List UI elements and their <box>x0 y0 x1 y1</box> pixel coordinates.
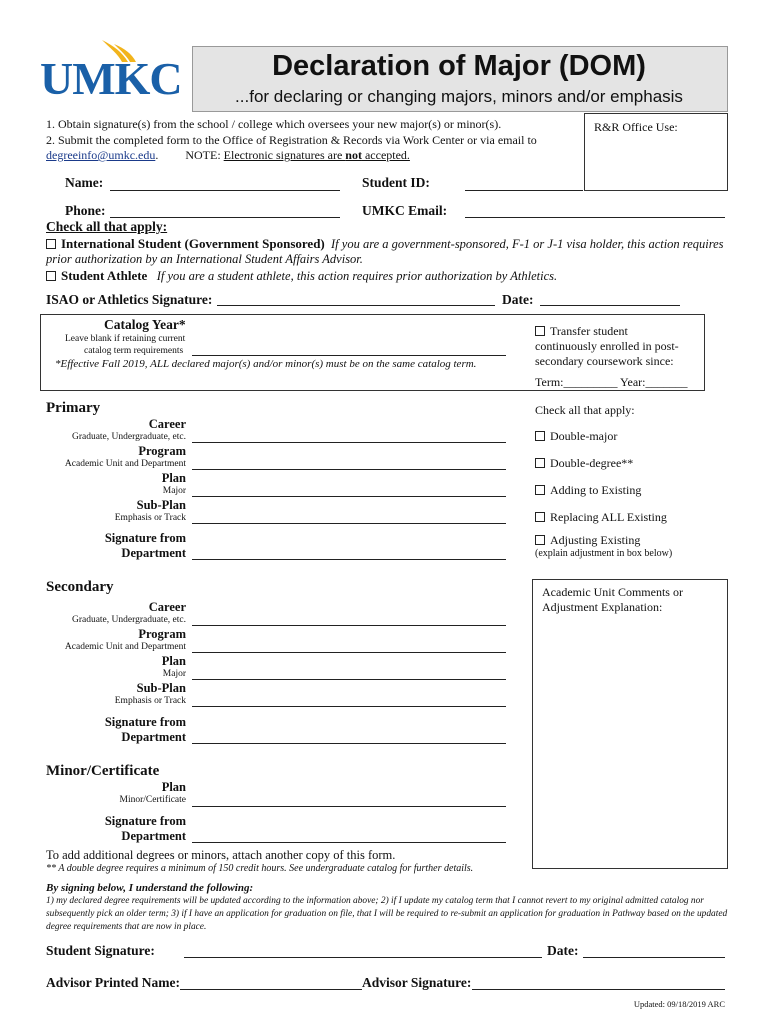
secondary-subplan-field[interactable] <box>192 706 506 707</box>
adjusting-checkbox[interactable] <box>535 535 545 545</box>
check-all-heading: Check all that apply: <box>46 219 168 234</box>
minor-sig-label-1: Signature from <box>104 814 186 828</box>
student-date-field[interactable] <box>583 957 725 958</box>
option-double-degree[interactable]: Double-degree** <box>535 456 633 471</box>
minor-heading: Minor/Certificate <box>46 763 160 779</box>
name-field[interactable] <box>110 190 340 191</box>
name-label: Name: <box>65 175 104 190</box>
primary-plan-label: Plan <box>161 471 186 485</box>
secondary-plan-field[interactable] <box>192 679 506 680</box>
transfer-line-1: Transfer student <box>550 324 628 338</box>
secondary-subplan-hint: Emphasis or Track <box>114 696 186 706</box>
note-prefix: NOTE: <box>185 148 224 162</box>
isao-date-field[interactable] <box>540 305 680 306</box>
additional-note: To add additional degrees or minors, attach another copy of this form. <box>46 848 396 862</box>
isao-sig-label: ISAO or Athletics Signature: <box>46 292 213 307</box>
athlete-text: If you are a student athlete, this action requires prior authorization by Athletics. <box>156 269 558 283</box>
instruction-1: 1. Obtain signature(s) from the school / college which oversees your new major(s) or minor(s). <box>46 117 502 131</box>
intl-checkbox[interactable] <box>46 239 56 249</box>
email-field[interactable] <box>465 217 725 218</box>
comments-box[interactable] <box>532 579 728 869</box>
signing-text-1: 1) my declared degree requirements will be updated according to the information above; 2) if I update my catalog term that I cannot revert to my original admitted catalog nor <box>46 896 704 906</box>
advisor-sig-field[interactable] <box>472 989 725 990</box>
comments-label-2: Adjustment Explanation: <box>542 600 663 614</box>
secondary-program-field[interactable] <box>192 652 506 653</box>
adjusting-hint: (explain adjustment in box below) <box>535 548 673 559</box>
secondary-career-hint: Graduate, Undergraduate, etc. <box>71 615 186 625</box>
transfer-checkbox[interactable] <box>535 326 545 336</box>
advisor-name-field[interactable] <box>180 989 362 990</box>
transfer-line-3: secondary coursework since: <box>535 354 674 368</box>
logo-text: UMKC <box>40 53 182 104</box>
secondary-plan-label: Plan <box>161 654 186 668</box>
office-use-label: R&R Office Use: <box>594 120 678 134</box>
adding-checkbox[interactable] <box>535 485 545 495</box>
phone-label: Phone: <box>65 203 106 218</box>
option-double-major[interactable]: Double-major <box>535 429 617 444</box>
instruction-2: 2. Submit the completed form to the Office of Registration & Records via Work Center or via email to <box>46 133 537 147</box>
secondary-career-label: Career <box>148 600 186 614</box>
double-major-checkbox[interactable] <box>535 431 545 441</box>
double-degree-checkbox[interactable] <box>535 458 545 468</box>
secondary-career-field[interactable] <box>192 625 506 626</box>
secondary-program-label: Program <box>138 627 186 641</box>
primary-subplan-field[interactable] <box>192 523 506 524</box>
intl-row <box>46 236 736 252</box>
option-adding[interactable]: Adding to Existing <box>535 483 641 498</box>
isao-date-label: Date: <box>502 292 534 307</box>
primary-program-label: Program <box>138 444 186 458</box>
minor-plan-label: Plan <box>161 780 186 794</box>
primary-program-field[interactable] <box>192 469 506 470</box>
page-title: Declaration of Major (DOM) <box>272 50 646 82</box>
minor-plan-hint: Minor/Certificate <box>119 795 186 805</box>
comments-label-1: Academic Unit Comments or <box>542 585 683 599</box>
signing-heading: By signing below, I understand the following: <box>46 882 254 894</box>
primary-career-field[interactable] <box>192 442 506 443</box>
option-replacing[interactable]: Replacing ALL Existing <box>535 510 667 525</box>
catalog-year-field[interactable] <box>192 355 506 356</box>
email-link[interactable]: degreeinfo@umkc.edu <box>46 148 156 162</box>
student-sig-field[interactable] <box>184 957 542 958</box>
primary-career-hint: Graduate, Undergraduate, etc. <box>71 432 186 442</box>
student-date-label: Date: <box>547 943 579 958</box>
athlete-row <box>46 268 557 284</box>
signing-text-3: degree requirements that are now in place. <box>46 922 207 932</box>
phone-field[interactable] <box>110 217 340 218</box>
transfer-line-2: continuously enrolled in post- <box>535 339 679 353</box>
transfer-term-year[interactable]: Term:_________ Year:_______ <box>535 375 688 389</box>
replacing-checkbox[interactable] <box>535 512 545 522</box>
double-degree-note: ** A double degree requires a minimum of 150 credit hours. See undergraduate catalog for further details. <box>46 863 474 874</box>
email-label: UMKC Email: <box>362 203 448 218</box>
note-not: not <box>345 148 362 162</box>
advisor-sig-label: Advisor Signature: <box>362 975 472 990</box>
student-id-field[interactable] <box>465 190 583 191</box>
primary-career-label: Career <box>148 417 186 431</box>
logo <box>40 38 182 104</box>
primary-plan-hint: Major <box>162 486 186 496</box>
student-sig-label: Student Signature: <box>46 943 155 958</box>
student-id-label: Student ID: <box>362 175 430 190</box>
athlete-label: Student Athlete <box>61 268 148 283</box>
transfer-block <box>535 324 679 369</box>
updated-stamp: Updated: 09/18/2019 ARC <box>633 999 725 1009</box>
minor-plan-field[interactable] <box>192 806 506 807</box>
secondary-sig-label-2: Department <box>121 730 186 744</box>
minor-sig-field[interactable] <box>192 842 506 843</box>
primary-sig-field[interactable] <box>192 559 506 560</box>
primary-program-hint: Academic Unit and Department <box>64 459 186 469</box>
secondary-sig-field[interactable] <box>192 743 506 744</box>
intl-text-2: prior authorization by an International Student Affairs Advisor. <box>46 252 363 266</box>
advisor-name-label: Advisor Printed Name: <box>46 975 180 990</box>
athlete-checkbox[interactable] <box>46 271 56 281</box>
signing-text-2: subsequently pick an older term; 3) if I have an application for graduation on file, that I will be required to re-submit an application for graduation in Pathway based on the updated <box>46 909 728 919</box>
catalog-hint-1: Leave blank if retaining current <box>65 334 186 344</box>
primary-plan-field[interactable] <box>192 496 506 497</box>
intl-text: If you are a government-sponsored, F-1 or J-1 visa holder, this action requires <box>331 237 724 251</box>
primary-sig-label-1: Signature from <box>104 531 186 545</box>
catalog-note: *Effective Fall 2019, ALL declared major(s) and/or minor(s) must be on the same catalog term. <box>55 358 477 370</box>
minor-sig-label-2: Department <box>121 829 186 843</box>
primary-sig-label-2: Department <box>121 546 186 560</box>
primary-heading: Primary <box>46 400 101 416</box>
secondary-subplan-label: Sub-Plan <box>136 681 186 695</box>
primary-subplan-label: Sub-Plan <box>136 498 186 512</box>
note-text: Electronic signatures are not accepted. <box>223 148 410 162</box>
isao-sig-field[interactable] <box>217 305 495 306</box>
catalog-label: Catalog Year* <box>104 317 186 332</box>
secondary-heading: Secondary <box>46 579 114 595</box>
secondary-program-hint: Academic Unit and Department <box>64 642 186 652</box>
secondary-plan-hint: Major <box>162 669 186 679</box>
secondary-sig-label-1: Signature from <box>104 715 186 729</box>
options-heading: Check all that apply: <box>535 403 635 417</box>
option-adjusting[interactable]: Adjusting Existing <box>535 533 640 548</box>
catalog-hint-2: catalog term requirements <box>84 346 184 356</box>
page-subtitle: ...for declaring or changing majors, minors and/or emphasis <box>235 87 683 106</box>
primary-subplan-hint: Emphasis or Track <box>114 513 186 523</box>
instruction-3: degreeinfo@umkc.edu. NOTE: Electronic signatures are not accepted. <box>46 148 410 162</box>
intl-label: International Student (Government Sponsored) <box>61 236 325 251</box>
